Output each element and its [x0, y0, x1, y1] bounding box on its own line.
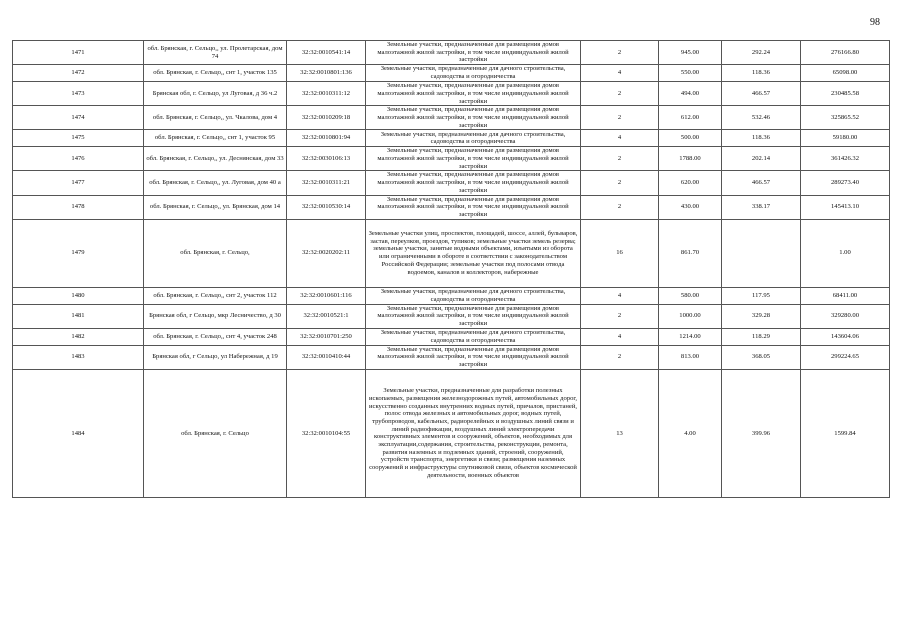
row-number: 1481 — [13, 304, 144, 328]
row-area: 494.00 — [659, 82, 722, 106]
row-area: 861.70 — [659, 219, 722, 287]
row-cadastral-number: 32:32:0020202:11 — [287, 219, 366, 287]
row-rate: 399.96 — [722, 369, 801, 497]
table-row — [13, 369, 890, 497]
row-cadastral-value: 59180.00 — [801, 130, 890, 147]
row-number: 1478 — [13, 195, 144, 219]
row-number: 1477 — [13, 171, 144, 195]
row-area: 580.00 — [659, 287, 722, 304]
row-cadastral-number: 32:32:0010311:12 — [287, 82, 366, 106]
row-cadastral-number: 32:32:0010209:18 — [287, 106, 366, 130]
row-address: обл. Брянская, г. Сельцо,, снт 1, участок 95 — [144, 130, 287, 147]
row-address: обл. Брянская, г. Сельцо,, ул. Пролетарская, дом 74 — [144, 41, 287, 65]
row-address: обл. Брянская, г. Сельцо,, ул. Брянская, дом 14 — [144, 195, 287, 219]
row-address: обл. Брянская, г. Сельцо,, снт 4, участок 248 — [144, 328, 287, 345]
row-cadastral-value: 65098.00 — [801, 65, 890, 82]
table-row — [13, 219, 890, 287]
row-area: 430.00 — [659, 195, 722, 219]
row-rate: 532.46 — [722, 106, 801, 130]
row-permitted-use: Земельные участки, предназначенные для разработки полезных ископаемых, размещения железнодорожных путей, автомобильных дорог, искусственно созданных внутренних водных путей, причалов, пристаней, полос отвода железных и автомобильных дорог, водных путей, трубопроводов, кабельных, радиорелейных и воздушных линий связи и линий радиофикации, воздушных линий электропередачи конструктивных элементов и сооружений, объектов, необходимых для эксплуатации,содержания, строительства, реконструкции, ремонта, развития наземных и подземных зданий, строений, сооружений, устройств транспорта, энергетики и связи; размещения наземных сооружений и инфраструктуры спутниковой связи, объектов космической деятельности, военных объектов — [366, 369, 581, 497]
row-category: 4 — [581, 287, 659, 304]
row-area: 1788.00 — [659, 147, 722, 171]
row-category: 2 — [581, 147, 659, 171]
row-cadastral-number: 32:32:0010601:116 — [287, 287, 366, 304]
row-cadastral-number: 32:32:0010530:14 — [287, 195, 366, 219]
row-rate: 117.95 — [722, 287, 801, 304]
row-category: 16 — [581, 219, 659, 287]
row-category: 13 — [581, 369, 659, 497]
row-rate: 368.05 — [722, 345, 801, 369]
row-cadastral-value: 1.00 — [801, 219, 890, 287]
row-number: 1472 — [13, 65, 144, 82]
row-cadastral-value: 329280.00 — [801, 304, 890, 328]
row-category: 2 — [581, 171, 659, 195]
row-permitted-use: Земельные участки, предназначенные для размещения домов малоэтажной жилой застройки, в том числе индивидуальной жилой застройки — [366, 345, 581, 369]
row-cadastral-number: 32:32:0010541:14 — [287, 41, 366, 65]
row-cadastral-value: 276166.80 — [801, 41, 890, 65]
row-address: обл. Брянская, г. Сельцо,, ул. Деснянская, дом 33 — [144, 147, 287, 171]
row-area: 620.00 — [659, 171, 722, 195]
row-address: обл. Брянская, г. Сельцо,, снт 2, участок 112 — [144, 287, 287, 304]
row-area: 813.00 — [659, 345, 722, 369]
row-permitted-use: Земельные участки, предназначенные для размещения домов малоэтажной жилой застройки, в том числе индивидуальной жилой застройки — [366, 171, 581, 195]
table-body — [13, 41, 890, 498]
row-area: 1214.00 — [659, 328, 722, 345]
row-area: 550.00 — [659, 65, 722, 82]
row-address: Брянская обл, г Сельцо, мкр Лесничество, д 30 — [144, 304, 287, 328]
row-number: 1484 — [13, 369, 144, 497]
row-category: 2 — [581, 106, 659, 130]
row-address: Брянская обл, г Сельцо, ул Набережная, д 19 — [144, 345, 287, 369]
row-cadastral-value: 325865.52 — [801, 106, 890, 130]
table-row — [13, 130, 890, 147]
row-number: 1479 — [13, 219, 144, 287]
land-registry-table — [12, 40, 890, 498]
row-area: 1000.00 — [659, 304, 722, 328]
row-permitted-use: Земельные участки, предназначенные для размещения домов малоэтажной жилой застройки, в том числе индивидуальной жилой застройки — [366, 106, 581, 130]
row-number: 1474 — [13, 106, 144, 130]
row-area: 500.00 — [659, 130, 722, 147]
page-number: 98 — [870, 17, 880, 28]
row-category: 4 — [581, 328, 659, 345]
row-address: обл. Брянская, г. Сельцо — [144, 369, 287, 497]
row-cadastral-number: 32:32:0010801:136 — [287, 65, 366, 82]
row-address: обл. Брянская, г. Сельцо,, ул. Луговая, дом 40 а — [144, 171, 287, 195]
row-cadastral-value: 143604.06 — [801, 328, 890, 345]
row-permitted-use: Земельные участки улиц, проспектов, площадей, шоссе, аллей, бульваров, застав, переулков, проездов, тупиков; земельные участки земель резерва; земельные участки, занятые водными объектами, изъятыми из оборота или ограниченными в обороте в соответствии с законодательством Российской Федерации; земельные участки под полосами отвода водоемов, каналов и коллекторов, набережные — [366, 219, 581, 287]
row-rate: 329.28 — [722, 304, 801, 328]
table-row — [13, 106, 890, 130]
row-area: 4.00 — [659, 369, 722, 497]
table-row — [13, 345, 890, 369]
row-rate — [722, 219, 801, 287]
row-cadastral-value: 145413.10 — [801, 195, 890, 219]
row-cadastral-value: 1599.84 — [801, 369, 890, 497]
table-row — [13, 304, 890, 328]
table-row — [13, 287, 890, 304]
row-permitted-use: Земельные участки, предназначенные для дачного строительства, садоводства и огородничества — [366, 287, 581, 304]
table-row — [13, 65, 890, 82]
row-number: 1476 — [13, 147, 144, 171]
row-category: 4 — [581, 130, 659, 147]
table-row — [13, 328, 890, 345]
row-category: 2 — [581, 41, 659, 65]
row-permitted-use: Земельные участки, предназначенные для дачного строительства, садоводства и огородничества — [366, 65, 581, 82]
row-area: 612.00 — [659, 106, 722, 130]
row-cadastral-value: 68411.00 — [801, 287, 890, 304]
row-permitted-use: Земельные участки, предназначенные для размещения домов малоэтажной жилой застройки, в том числе индивидуальной жилой застройки — [366, 82, 581, 106]
table-row — [13, 171, 890, 195]
row-permitted-use: Земельные участки, предназначенные для дачного строительства, садоводства и огородничества — [366, 130, 581, 147]
row-cadastral-value: 361426.32 — [801, 147, 890, 171]
row-cadastral-number: 32:32:0010701:250 — [287, 328, 366, 345]
row-permitted-use: Земельные участки, предназначенные для размещения домов малоэтажной жилой застройки, в том числе индивидуальной жилой застройки — [366, 41, 581, 65]
row-cadastral-value: 299224.65 — [801, 345, 890, 369]
row-rate: 202.14 — [722, 147, 801, 171]
row-cadastral-number: 32:32:0010801:94 — [287, 130, 366, 147]
row-cadastral-number: 32:32:0010311:21 — [287, 171, 366, 195]
row-cadastral-number: 32:32:0010104:55 — [287, 369, 366, 497]
row-rate: 118.29 — [722, 328, 801, 345]
row-area: 945.00 — [659, 41, 722, 65]
row-cadastral-value: 230485.58 — [801, 82, 890, 106]
row-category: 2 — [581, 304, 659, 328]
row-cadastral-number: 32:32:0030106:13 — [287, 147, 366, 171]
row-rate: 118.36 — [722, 65, 801, 82]
table-row — [13, 82, 890, 106]
row-permitted-use: Земельные участки, предназначенные для размещения домов малоэтажной жилой застройки, в том числе индивидуальной жилой застройки — [366, 304, 581, 328]
row-category: 4 — [581, 65, 659, 82]
row-rate: 292.24 — [722, 41, 801, 65]
row-number: 1480 — [13, 287, 144, 304]
row-category: 2 — [581, 195, 659, 219]
row-rate: 466.57 — [722, 82, 801, 106]
row-address: обл. Брянская, г. Сельцо, — [144, 219, 287, 287]
row-address: обл. Брянская, г. Сельцо,, снт 1, участок 135 — [144, 65, 287, 82]
row-permitted-use: Земельные участки, предназначенные для дачного строительства, садоводства и огородничества — [366, 328, 581, 345]
row-number: 1473 — [13, 82, 144, 106]
row-permitted-use: Земельные участки, предназначенные для размещения домов малоэтажной жилой застройки, в том числе индивидуальной жилой застройки — [366, 195, 581, 219]
row-permitted-use: Земельные участки, предназначенные для размещения домов малоэтажной жилой застройки, в том числе индивидуальной жилой застройки — [366, 147, 581, 171]
row-category: 2 — [581, 345, 659, 369]
row-cadastral-number: 32:32:0010521:1 — [287, 304, 366, 328]
row-rate: 466.57 — [722, 171, 801, 195]
row-address: обл. Брянская, г. Сельцо,, ул. Чкалова, дом 4 — [144, 106, 287, 130]
table-row — [13, 41, 890, 65]
row-rate: 118.36 — [722, 130, 801, 147]
row-number: 1471 — [13, 41, 144, 65]
table-row — [13, 147, 890, 171]
row-cadastral-number: 32:32:0010410:44 — [287, 345, 366, 369]
row-number: 1482 — [13, 328, 144, 345]
row-rate: 338.17 — [722, 195, 801, 219]
row-cadastral-value: 289273.40 — [801, 171, 890, 195]
row-category: 2 — [581, 82, 659, 106]
row-address: Брянская обл, г. Сельцо, ул Луговая, д 36 ч.2 — [144, 82, 287, 106]
row-number: 1475 — [13, 130, 144, 147]
row-number: 1483 — [13, 345, 144, 369]
table-row — [13, 195, 890, 219]
